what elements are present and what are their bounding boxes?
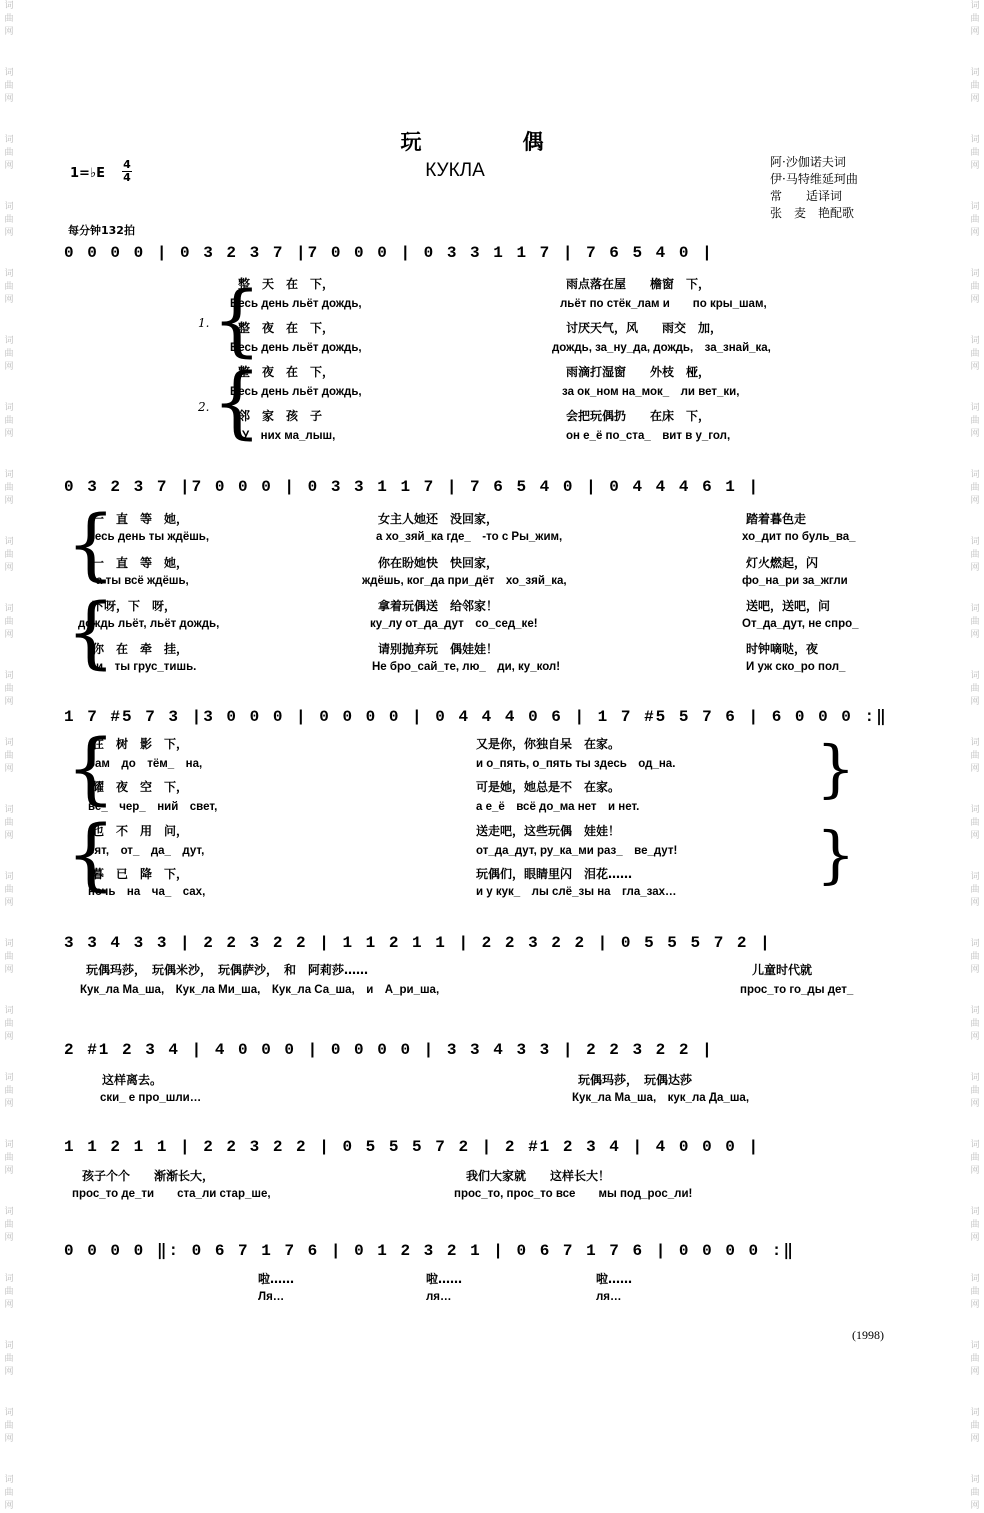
edge-watermark-right: 词曲网 词曲网 词曲网 词曲网 词曲网 词曲网 词曲网 词曲网 词曲网 词曲网 词曲网 词曲网 词曲网 词曲网 词曲网 词曲网 词曲网 词曲网 词曲网 词曲网 词曲网 词曲网 词曲网 [970, 1, 980, 1511]
edge-watermark-left: 词曲网 词曲网 词曲网 词曲网 词曲网 词曲网 词曲网 词曲网 词曲网 词曲网 词曲网 词曲网 词曲网 词曲网 词曲网 词曲网 词曲网 词曲网 词曲网 词曲网 词曲网 词曲网 词曲网 [4, 1, 14, 1511]
time-signature: 4 4 [123, 158, 131, 184]
lyric-line: Не бро_сай_те, лю_ ди, ку_кол! [372, 661, 561, 673]
lyric-line: 拿着玩偶送 给邻家！ [378, 599, 499, 613]
lyric-line: ждёшь, ког_да при_дёт хо_зяй_ка, [362, 575, 567, 587]
music-line-2: 0 3 2 3 7 |7 0 0 0 | 0 3 3 1 1 7 | 7 6 5 4 0 | 0 4 4 4 6 1 | [64, 478, 761, 496]
lyric-line: ля… [596, 1291, 622, 1303]
lyric-line: 雨点落在屋 檐窗 下， [566, 277, 711, 291]
lyric-line: 可是她，她总是不 在家。 [476, 780, 621, 794]
lyric-line: прос_то де_ти ста_ли стар_ше, [72, 1188, 271, 1200]
lyric-line: 整 夜 在 下， [238, 321, 335, 335]
music-line-5: 2 #1 2 3 4 | 4 0 0 0 | 0 0 0 0 | 3 3 4 3 3 | 2 2 3 2 2 | [64, 1041, 714, 1059]
lyric-line: 我们大家就 这样长大！ [466, 1169, 611, 1183]
lyric-line: ночь на ча_ сах, [88, 886, 206, 898]
music-line-6: 1 1 2 1 1 | 2 2 3 2 2 | 0 5 5 5 7 2 | 2 #1 2 3 4 | 4 0 0 0 | [64, 1138, 761, 1156]
lyric-line: сят, от_ да_ дут, [88, 845, 205, 857]
lyric-line: Ля… [258, 1291, 285, 1303]
verse-brace: } [816, 732, 856, 805]
music-line-3: 1 7 #5 7 3 |3 0 0 0 | 0 0 0 0 | 0 4 4 4 0 6 | 1 7 #5 5 7 6 | 6 0 0 0 :‖ [64, 708, 888, 726]
lyric-line: и о_пять, о_пять ты здесь од_на. [476, 758, 676, 770]
lyric-line: 儿童时代就 [752, 963, 813, 977]
lyric-line: а ты всё ждёшь, [96, 575, 189, 587]
lyric-line: дождь, за_ну_да, дождь, за_знай_ка, [552, 342, 771, 354]
lyric-line: дождь льёт, льёт дождь, [78, 618, 220, 630]
lyric-line: 踏着暮色走 [746, 512, 807, 526]
lyric-line: 也 不 用 问， [92, 824, 189, 838]
lyric-line: 一 直 等 她， [92, 512, 189, 526]
credits: 阿·沙伽诺夫词 伊·马特维延珂曲 常 适译词 张 麦 艳配歌 [770, 155, 858, 220]
lyric-line: 啦…… [258, 1272, 295, 1286]
lyric-line: 送走吧，这些玩偶 娃娃！ [476, 824, 621, 838]
lyric-line: прос_то го_ды дет_ [740, 984, 854, 996]
verse-brace: { [212, 358, 262, 448]
lyric-line: 时钟嘀哒，夜 [746, 642, 819, 656]
verse-brace: { [66, 810, 116, 900]
lyric-line: фо_на_ри за_жгли [742, 575, 848, 587]
lyric-line: От_да_дут, не спро_ [742, 618, 859, 630]
verse-brace: { [66, 724, 116, 814]
lyric-line: ку_лу от_да_дут со_сед_ке! [370, 618, 538, 630]
lyric-line: он е_ё по_ста_ вит в у_гол, [566, 430, 731, 442]
lyric-line: а е_ё всё до_ма нет и нет. [476, 801, 640, 813]
lyric-line: хо_дит по буль_ва_ [742, 531, 856, 543]
lyric-line: 下呀，下 呀， [92, 599, 177, 613]
key-signature: 1=♭E [70, 166, 105, 181]
lyric-line: прос_то, прос_то все мы под_рос_ли! [454, 1188, 693, 1200]
lyric-line: рам до тём_ на, [88, 758, 203, 770]
lyric-line: 玩偶玛莎， 玩偶米沙， 玩偶萨沙， 和 阿莉莎…… [86, 963, 369, 977]
lyric-line: 邻 家 孩 子 [238, 409, 323, 423]
song-subtitle: КУКЛА [425, 160, 485, 181]
lyric-line: Весь день льёт дождь, [230, 298, 362, 310]
lyric-line: Кук_ла Ма_ша, кук_ла Да_ша, [572, 1092, 750, 1104]
lyric-line: ски_ е про_шли… [100, 1092, 202, 1104]
lyric-line: 整 夜 在 下， [238, 365, 335, 379]
lyric-line: 啦…… [426, 1272, 463, 1286]
verse-brace: } [816, 818, 856, 891]
lyric-line: 你在盼她快 快回家， [378, 556, 499, 570]
lyric-line: 请别抛弃玩 偶娃娃！ [378, 642, 499, 656]
lyric-line: 在 树 影 下， [92, 737, 189, 751]
lyric-line: весь день ты ждёшь, [88, 531, 210, 543]
lyric-line: льёт по стёк_лам и по кры_шам, [560, 298, 767, 310]
lyric-line: 玩偶们，眼睛里闪 泪花…… [476, 867, 633, 881]
lyric-line: 玩偶玛莎， 玩偶达莎 [578, 1073, 693, 1087]
lyric-line: 耀 夜 空 下， [92, 780, 189, 794]
lyric-line: Весь день льёт дождь, [230, 342, 362, 354]
lyric-line: 这样离去。 [102, 1073, 163, 1087]
lyric-line: Кук_ла Ма_ша, Кук_ла Ми_ша, Кук_ла Са_ша, и А_ри_ша, [80, 984, 440, 996]
verse-brace: { [66, 500, 116, 590]
lyric-line: 会把玩偶扔 在床 下， [566, 409, 711, 423]
verse-label-1: 1. [198, 316, 210, 330]
lyric-line: 暮 已 降 下， [92, 867, 189, 881]
lyric-line: 雨滴打湿窗 外枝 桠， [566, 365, 711, 379]
tempo-marking: 每分钟132拍 [68, 224, 135, 237]
song-title: 玩 偶 [400, 129, 584, 154]
lyric-line: а хо_зяй_ка где_ -то с Ры_жим, [376, 531, 563, 543]
lyric-line: 一 直 等 她， [92, 556, 189, 570]
lyric-line: Весь день льёт дождь, [230, 386, 362, 398]
lyric-line: и ты грус_тишь. [96, 661, 197, 673]
lyric-line: 整 天 在 下， [238, 277, 335, 291]
music-line-7: 0 0 0 0 ‖: 0 6 7 1 7 6 | 0 1 2 3 2 1 | 0 6 7 1 7 6 | 0 0 0 0 :‖ [64, 1242, 795, 1260]
lyric-line: ля… [426, 1291, 452, 1303]
music-line-4: 3 3 4 3 3 | 2 2 3 2 2 | 1 1 2 1 1 | 2 2 3 2 2 | 0 5 5 5 7 2 | [64, 934, 772, 952]
verse-brace: { [212, 276, 262, 366]
lyric-line: и у кук_ лы слё_зы на гла_зах… [476, 886, 677, 898]
lyric-line: И уж ско_ро пол_ [746, 661, 846, 673]
lyric-line: 送吧，送吧，问 [746, 599, 831, 613]
verse-brace: { [66, 588, 116, 678]
music-line-1: 0 0 0 0 | 0 3 2 3 7 |7 0 0 0 | 0 3 3 1 1 7 | 7 6 5 4 0 | [64, 244, 714, 262]
lyric-line: У них ма_лыш, [242, 430, 336, 442]
lyric-line: 女主人她还 没回家， [378, 512, 499, 526]
lyric-line: ве_ чер_ ний свет, [88, 801, 218, 813]
lyric-line: от_да_дут, ру_ка_ми раз_ ве_дут! [476, 845, 678, 857]
lyric-line: 你 在 牵 挂， [92, 642, 189, 656]
lyric-line: 孩子个个 渐渐长大， [82, 1169, 215, 1183]
verse-label-2: 2. [198, 400, 210, 414]
lyric-line: 又是你，你独自呆 在家。 [476, 737, 621, 751]
lyric-line: 灯火燃起，闪 [746, 556, 819, 570]
lyric-line: 啦…… [596, 1272, 633, 1286]
lyric-line: за ок_ном на_мок_ ли вет_ки, [562, 386, 740, 398]
lyric-line: 讨厌天气，风 雨交 加， [566, 321, 723, 335]
year-note: (1998) [852, 1328, 884, 1342]
